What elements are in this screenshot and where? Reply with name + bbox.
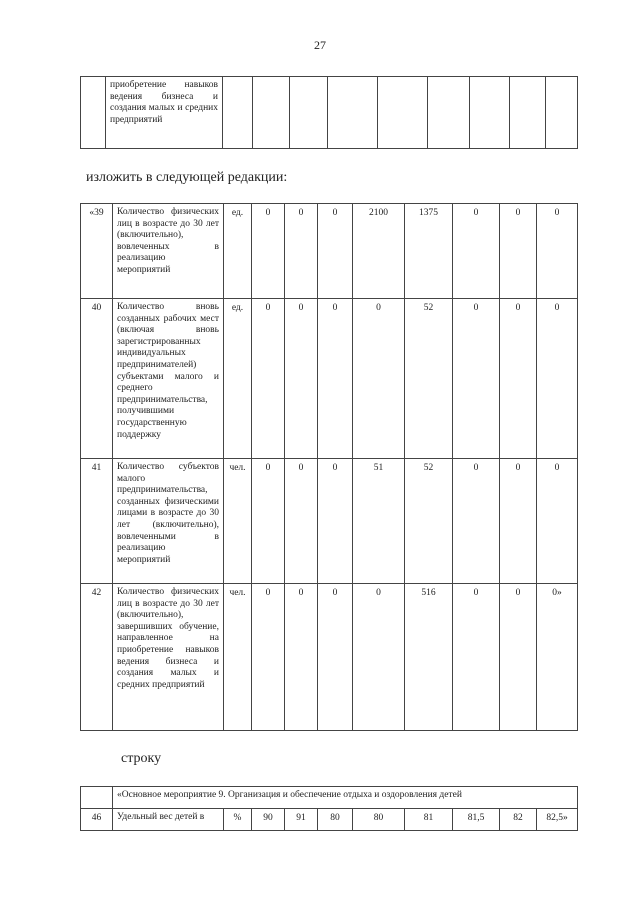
row-value: 0 <box>500 459 537 584</box>
row-value: 0 <box>500 584 537 731</box>
row-value: 0 <box>318 204 353 299</box>
row-value: 82 <box>500 809 537 831</box>
top-cell <box>546 77 578 149</box>
row-value: 0 <box>537 459 578 584</box>
row-value: 0 <box>453 299 500 459</box>
row-value: 82,5» <box>537 809 578 831</box>
row-value: 90 <box>252 809 285 831</box>
row-value: 81 <box>405 809 453 831</box>
row-number: 46 <box>81 809 113 831</box>
row-value: 0 <box>453 204 500 299</box>
row-value: 51 <box>353 459 405 584</box>
row-unit: ед. <box>224 299 252 459</box>
row-value: 0 <box>285 299 318 459</box>
table-row <box>81 584 578 731</box>
row-description: Количество физических лиц в возрасте до 30 лет (включительно), завершивших обучение, направленное на приобретение навыков ведения бизнеса и создания малых и средних предприятий <box>113 584 224 731</box>
table-row <box>81 459 578 584</box>
row-number: 42 <box>81 584 113 731</box>
row-value: 0 <box>537 299 578 459</box>
row-number: 41 <box>81 459 113 584</box>
row-value: 1375 <box>405 204 453 299</box>
activity-num-cell <box>81 787 113 809</box>
table-row <box>81 809 578 831</box>
row-value: 0 <box>318 584 353 731</box>
heading-replace: изложить в следующей редакции: <box>86 170 288 185</box>
row-value: 0 <box>353 299 405 459</box>
row-description: Количество вновь созданных рабочих мест (включая вновь зарегистрированных индивидуальных предпринимателей) субъектами малого и среднего предпринимательства, получившими государственную поддержку <box>113 299 224 459</box>
row-value: 0 <box>318 299 353 459</box>
row-value: 0 <box>285 204 318 299</box>
row-value: 0 <box>285 459 318 584</box>
row-description: Количество субъектов малого предпринимательства, созданных физическими лицами в возрасте до 30 лет (включительно), вовлеченными в реализацию мероприятий <box>113 459 224 584</box>
table-row <box>81 204 578 299</box>
row-value: 81,5 <box>453 809 500 831</box>
row-value: 0 <box>252 204 285 299</box>
row-value: 0 <box>453 459 500 584</box>
top-cell <box>223 77 253 149</box>
row-value: 516 <box>405 584 453 731</box>
top-table <box>80 76 578 149</box>
row-description: Количество физических лиц в возрасте до 30 лет (включительно), вовлеченных в реализацию мероприятий <box>113 204 224 299</box>
top-cell <box>328 77 378 149</box>
top-cell <box>428 77 470 149</box>
row-value: 52 <box>405 459 453 584</box>
row-value: 80 <box>318 809 353 831</box>
top-desc-cell: приобретение навыков ведения бизнеса и создания малых и средних предприятий <box>106 77 223 149</box>
row-number: «39 <box>81 204 113 299</box>
page-number: 27 <box>314 38 326 52</box>
main-table <box>80 203 578 731</box>
row-value: 80 <box>353 809 405 831</box>
row-value: 0 <box>318 459 353 584</box>
row-value: 0 <box>453 584 500 731</box>
bottom-table <box>80 786 578 831</box>
row-description: Удельный вес детей в <box>113 809 224 831</box>
row-unit: ед. <box>224 204 252 299</box>
heading-row: строку <box>121 751 162 766</box>
row-unit: чел. <box>224 584 252 731</box>
top-cell <box>290 77 328 149</box>
top-cell <box>253 77 290 149</box>
row-value: 0 <box>252 584 285 731</box>
row-value: 2100 <box>353 204 405 299</box>
activity-title: «Основное мероприятие 9. Организация и обеспечение отдыха и оздоровления детей <box>113 787 578 809</box>
row-value: 0 <box>537 204 578 299</box>
row-value: 0 <box>500 299 537 459</box>
row-value: 91 <box>285 809 318 831</box>
row-value: 0 <box>285 584 318 731</box>
top-cell <box>470 77 510 149</box>
row-number: 40 <box>81 299 113 459</box>
row-unit: % <box>224 809 252 831</box>
top-cell <box>510 77 546 149</box>
row-value: 0 <box>252 459 285 584</box>
row-value: 0 <box>500 204 537 299</box>
row-value: 0 <box>353 584 405 731</box>
top-num-cell <box>81 77 106 149</box>
row-value: 52 <box>405 299 453 459</box>
top-cell <box>378 77 428 149</box>
row-value: 0 <box>252 299 285 459</box>
row-value: 0» <box>537 584 578 731</box>
row-unit: чел. <box>224 459 252 584</box>
table-row <box>81 299 578 459</box>
